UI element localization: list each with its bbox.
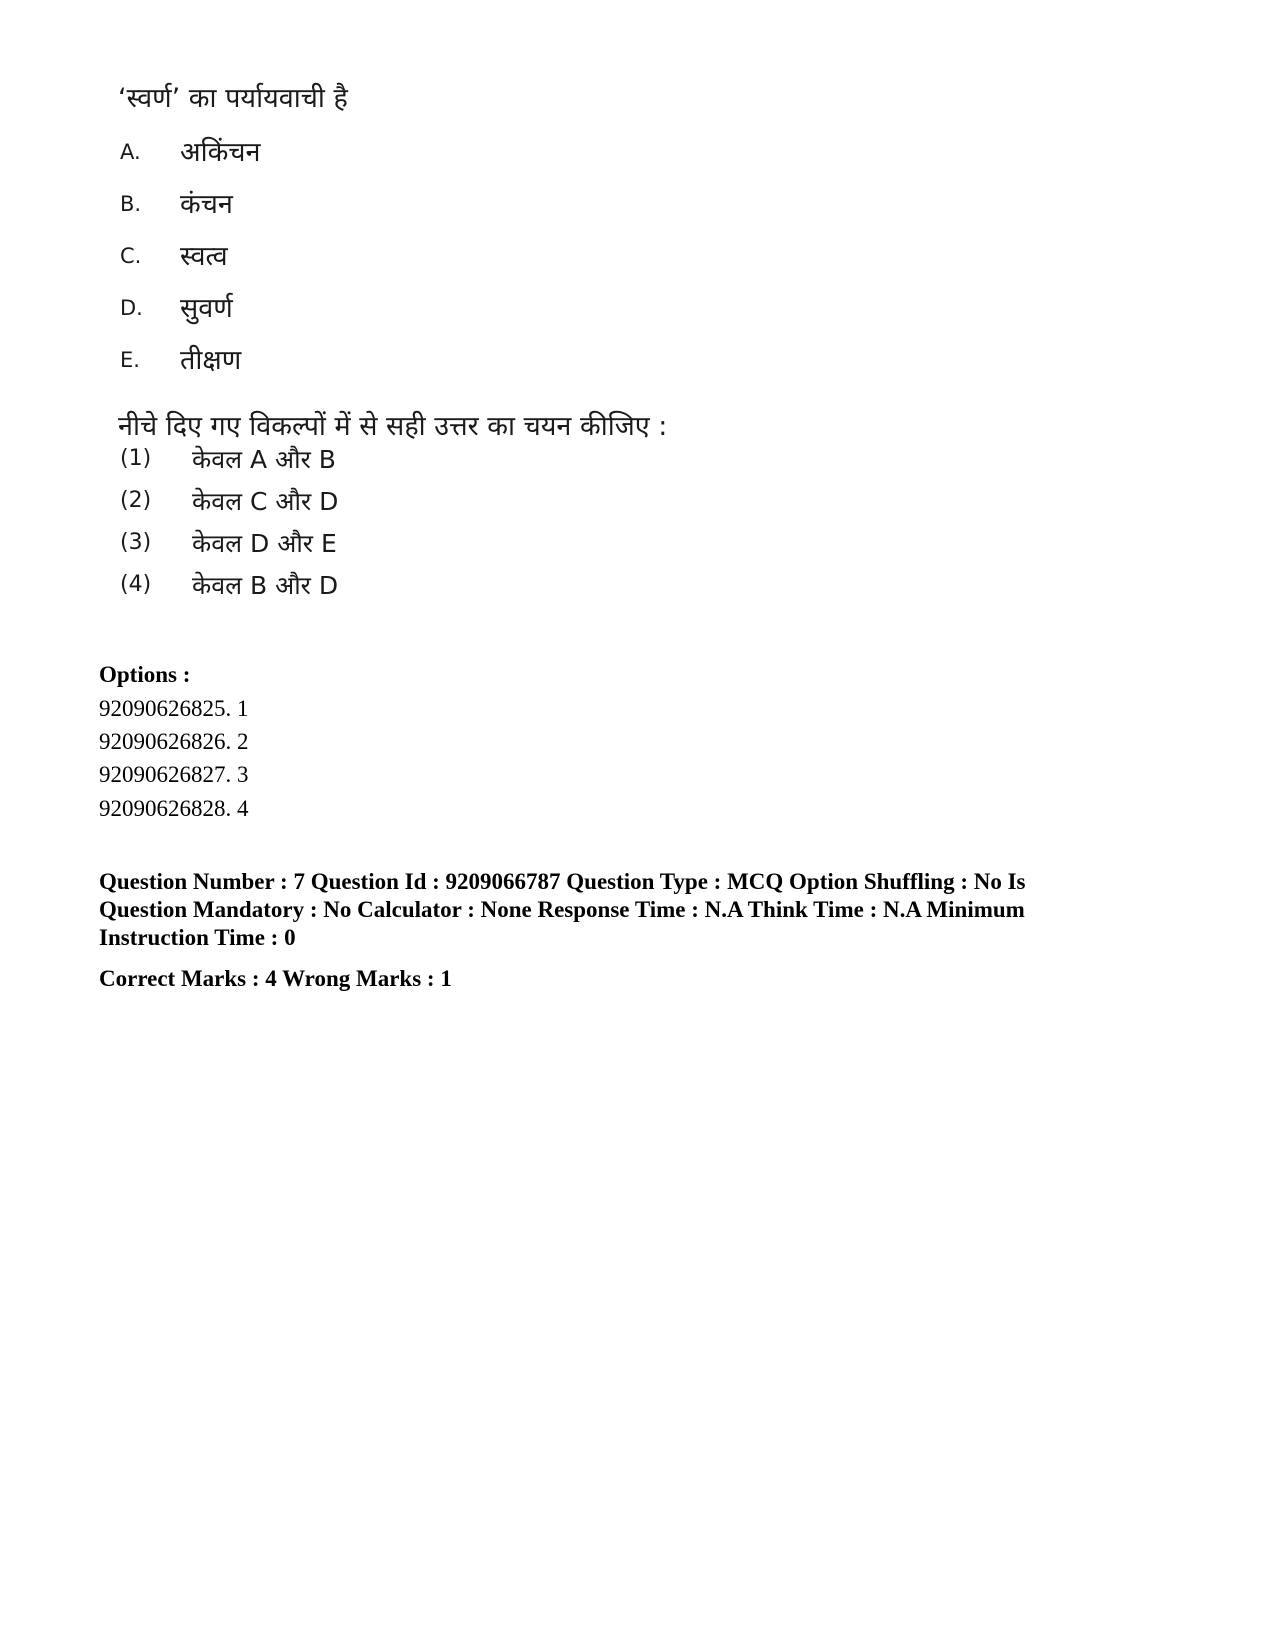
choice-text: केवल D और E [192, 529, 337, 558]
option-item: 92090626826. 2 [99, 729, 249, 754]
statement-text: सुवर्ण [180, 293, 233, 324]
question-info-line: Question Mandatory : No Calculator : None Response Time : N.A Think Time : N.A Minimum [99, 897, 1025, 922]
marks-info: Correct Marks : 4 Wrong Marks : 1 [99, 966, 452, 991]
question-info-line: Question Number : 7 Question Id : 9209066787 Question Type : MCQ Option Shuffling : No Is [99, 869, 1026, 894]
question-stem: ‘स्वर्ण’ का पर्यायवाची है [118, 83, 348, 114]
statement-letter: A. [120, 140, 141, 164]
statement-text: अकिंचन [180, 137, 261, 168]
statement-letter: D. [120, 296, 143, 320]
option-item: 92090626825. 1 [99, 696, 249, 721]
instruction-text: नीचे दिए गए विकल्पों में से सही उत्तर का चयन कीजिए : [118, 411, 668, 442]
choice-text: केवल C और D [192, 487, 339, 516]
statement-text: तीक्षण [180, 345, 242, 376]
statement-letter: C. [120, 244, 142, 268]
statement-letter: B. [120, 192, 142, 216]
question-info [99, 868, 1119, 952]
statement-text: कंचन [180, 189, 233, 220]
choice-text: केवल A और B [192, 445, 336, 474]
option-item: 92090626827. 3 [99, 762, 249, 787]
question-info-line: Instruction Time : 0 [99, 925, 296, 950]
choice-number: (3) [120, 530, 152, 555]
choice-text: केवल B और D [192, 571, 339, 600]
statement-text: स्वत्व [180, 241, 228, 272]
statement-letter: E. [120, 348, 140, 372]
choice-number: (1) [120, 446, 152, 471]
question-image [110, 70, 670, 630]
choice-number: (4) [120, 572, 152, 597]
option-item: 92090626828. 4 [99, 796, 249, 821]
choice-number: (2) [120, 488, 152, 513]
options-heading: Options : [99, 662, 191, 687]
